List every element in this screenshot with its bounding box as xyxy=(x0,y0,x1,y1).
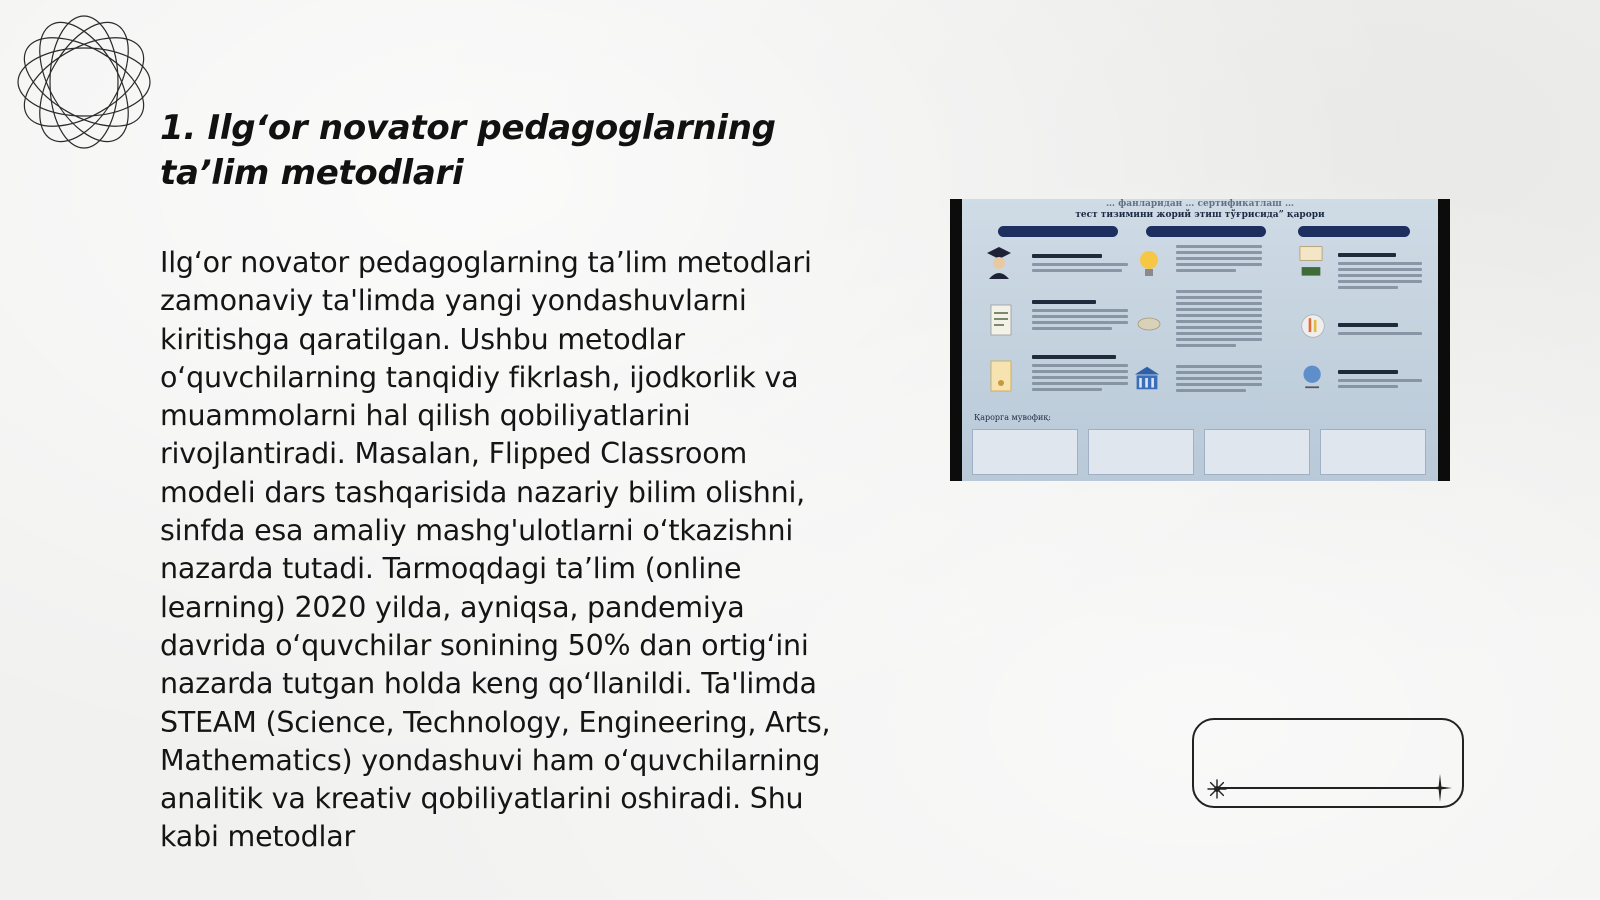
infographic-footer-box xyxy=(972,429,1078,475)
sun-sparkle-icon xyxy=(1206,778,1228,800)
infographic-header-pill xyxy=(1146,226,1266,237)
certificate-icon xyxy=(988,303,1014,337)
infographic-footer-box xyxy=(1320,429,1426,475)
science-icon xyxy=(1300,309,1326,343)
ornament-circles-logo xyxy=(10,8,158,156)
slide-body-text: Ilgʻor novator pedagoglarning ta’lim metodlari zamonaviy ta'limda yangi yondashuvlarni kiritishga qaratilgan. Ushbu metodlar oʻquvchilarning tanqidiy fikrlash, ijodkorlik va muammolarni hal qilish qobiliyatlarini rivojlantiradi. Masalan, Flipped Classroom modeli dars tashqarisida nazariy bilim olishni, sinfda esa amaliy mashg'ulotlarni oʻtkazishni nazarda tutadi. Tarmoqdagi ta’lim (online learning) 2020 yilda, ayniqsa, pandemiya davrida oʻquvchilar sonining 50% dan ortigʻini nazarda tutgan holda keng qoʻllanildi. Ta'limda STEAM (Science, Technology, Engineering, Arts, Mathematics) yondashuvi ham oʻquvchilarning analitik va kreativ qobiliyatlarini oshiradi. Shu kabi metodlar xyxy=(160,246,831,854)
document-icon xyxy=(988,359,1014,393)
infographic-header-pill xyxy=(998,226,1118,237)
infographic-footer-box xyxy=(1204,429,1310,475)
decorative-pill-frame xyxy=(1192,718,1464,808)
slide-title: 1. Ilgʻor novator pedagoglarning ta’lim metodlari xyxy=(160,108,776,193)
infographic-image xyxy=(950,199,1450,481)
decorative-timeline-line xyxy=(1218,787,1440,789)
star-sparkle-icon xyxy=(1428,774,1452,802)
infographic-footer-label: Қарорга мувофиқ: xyxy=(974,413,1051,422)
infographic-footer-box xyxy=(1088,429,1194,475)
globe-icon xyxy=(1300,359,1326,393)
building-icon xyxy=(1134,361,1160,395)
infographic-title-line2: тест тизимини жорий этиш тўғрисида” қарори xyxy=(1075,210,1325,220)
infographic-header-pill xyxy=(1298,226,1410,237)
graduate-icon xyxy=(986,245,1012,279)
calendar-book-icon xyxy=(1298,245,1324,279)
handshake-icon xyxy=(1136,307,1162,341)
infographic-title-line1: … фанларидан … сертификатлаш … xyxy=(1106,199,1294,209)
lightbulb-icon xyxy=(1136,247,1162,281)
